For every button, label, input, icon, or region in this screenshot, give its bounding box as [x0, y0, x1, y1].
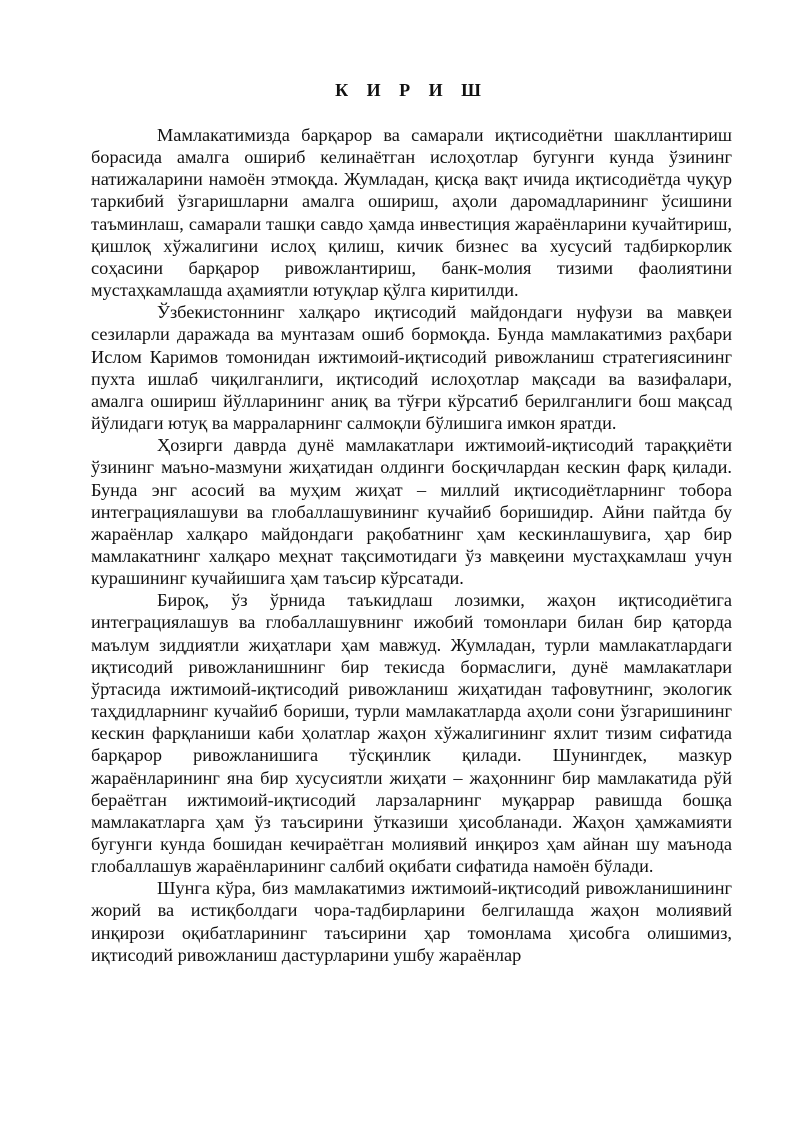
paragraph-2: Ўзбекистоннинг халқаро иқтисодий майдондаги нуфузи ва мавқеи сезиларли даражада ва мунтазам ошиб бормоқда. Бунда мамлакатимиз раҳбари Ислом Каримов томонидан ижтимоий-иқтисодий ривожланиш стратегиясининг пухта ишлаб чиқилганлиги, иқтисодий ислоҳотлар мақсади ва вазифалари, амалга ошириш йўлларининг аниқ ва тўғри кўрсатиб берилганлиги бош мақсад йўлидаги ютуқ ва марраларнинг салмоқли бўлишига имкон яратди. [91, 302, 732, 434]
paragraph-1: Мамлакатимизда барқарор ва самарали иқтисодиётни шакллантириш борасида амалга ошириб келинаётган ислоҳотлар бугунги кунда ўзининг натижаларини намоён этмоқда. Жумладан, қисқа вақт ичида иқтисодиётда чуқур таркибий ўзгаришларни амалга ошириш, аҳоли даромадларининг ўсишини таъминлаш, самарали ташқи савдо ҳамда инвестиция жараёнларини кучайтириш, қишлоқ хўжалигини ислоҳ қилиш, кичик бизнес ва хусусий тадбиркорлик соҳасини барқарор ривожлантириш, банк-молия тизими фаолиятини мустаҳкамлашда аҳамиятли ютуқлар қўлга киритилди. [91, 125, 732, 301]
paragraph-5: Шунга кўра, биз мамлакатимиз ижтимоий-иқтисодий ривожланишининг жорий ва истиқболдаги чора-тадбирларини белгилашда жаҳон молиявий инқирози оқибатларининг таъсирини ҳар томонлама ҳисобга олишимиз, иқтисодий ривожланиш дастурларини ушбу жараёнлар [91, 878, 732, 965]
paragraph-4: Бироқ, ўз ўрнида таъкидлаш лозимки, жаҳон иқтисодиётига интеграциялашув ва глобаллашувнинг ижобий томонлари билан бир қаторда маълум зиддиятли жиҳатлари ҳам мавжуд. Жумладан, турли мамлакатлардаги иқтисодий ривожланишнинг бир текисда бормаслиги, дунё мамлакатлари ўртасида ижтимоий-иқтисодий ривожланиш жиҳатидан тафовутнинг, экологик таҳдидларнинг кучайиб бориши, турли мамлакатларда аҳоли сони ўзгаришининг кескин фарқланиши каби ҳолатлар жаҳон хўжалигининг яхлит тизим сифатида барқарор ривожланишига тўсқинлик қилади. Шунингдек, мазкур жараёнларининг яна бир хусусиятли жиҳати – жаҳоннинг бир мамлакатида рўй бераётган ижтимоий-иқтисодий ларзаларнинг муқаррар равишда бошқа мамлакатларга ҳам ўз таъсирини ўтказиши ҳисобланади. Жаҳон ҳамжамияти бугунги кунда бошидан кечираётган молиявий инқироз ҳам айнан шу маънода глобаллашув жараёнларининг салбий оқибати сифатида намоён бўлади. [91, 590, 732, 877]
paragraph-3: Ҳозирги даврда дунё мамлакатлари ижтимоий-иқтисодий тараққиёти ўзининг маъно-мазмуни жиҳатидан олдинги босқичлардан кескин фарқ қилади. Бунда энг асосий ва муҳим жиҳат – миллий иқтисодиётларнинг тобора интеграциялашуви ва глобаллашувининг кучайиб боришидир. Айни пайтда бу жараёнлар халқаро майдондаги рақобатнинг ҳам кескинлашувига, ҳар бир мамлакатнинг халқаро меҳнат тақсимотидаги ўз мавқеини мустаҳкамлаш учун курашининг кучайишига ҳам таъсир кўрсатади. [91, 435, 732, 589]
page-title: К И Р И Ш [335, 80, 488, 100]
